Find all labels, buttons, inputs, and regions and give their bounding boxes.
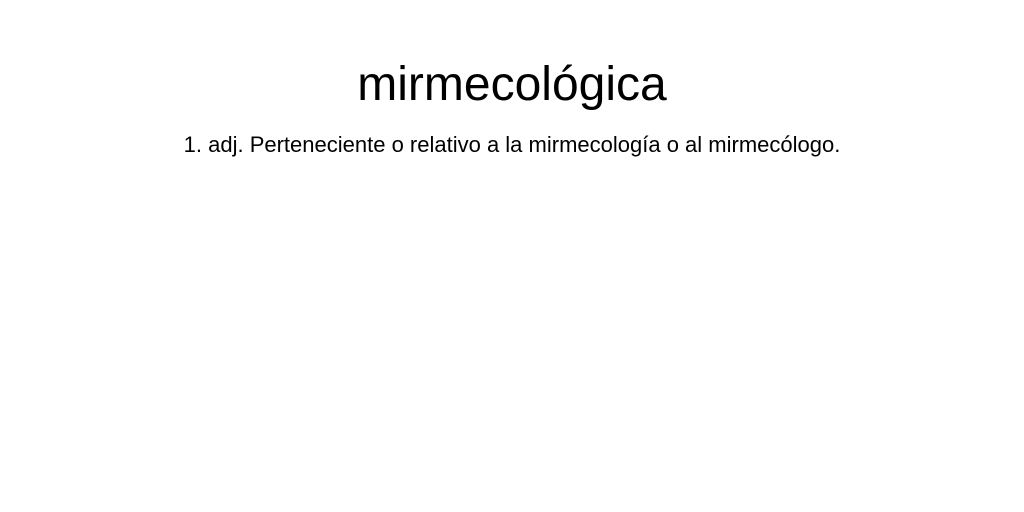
entry-term-heading: mirmecológica	[357, 58, 667, 111]
entry-definition-1: 1. adj. Perteneciente o relativo a la mirmecología o al mirmecólogo.	[183, 132, 841, 157]
